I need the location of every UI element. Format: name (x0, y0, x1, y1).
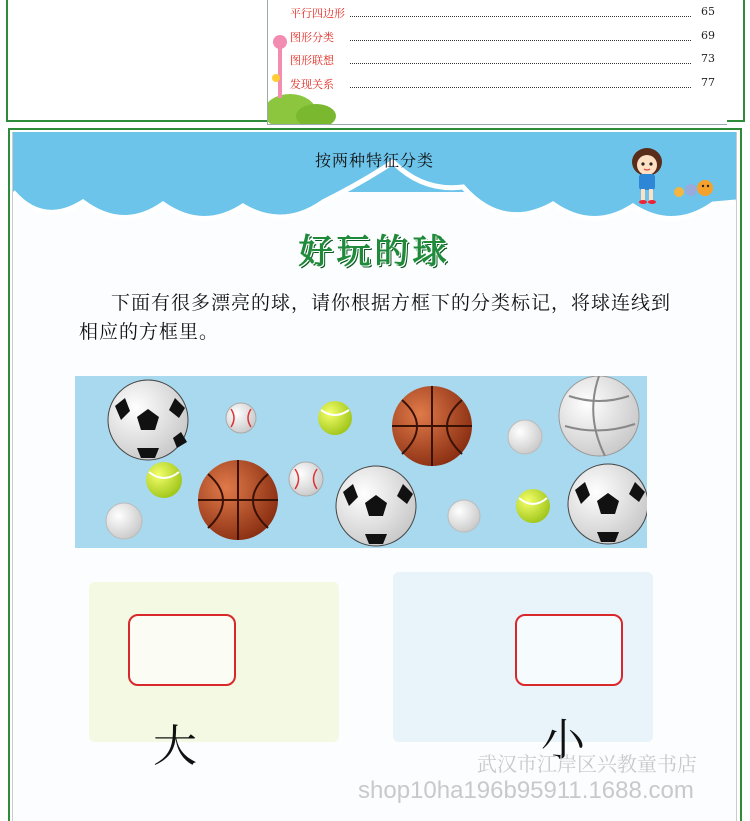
toc-entry-title: 图形联想 (290, 54, 334, 67)
baseball[interactable] (289, 462, 323, 496)
toc-entry[interactable] (290, 52, 715, 70)
toc-entry[interactable] (290, 76, 715, 94)
toc-entry-page: 65 (701, 5, 715, 18)
baseball[interactable] (226, 403, 256, 433)
watermark-store-name: 武汉市江岸区兴教童书店 (477, 754, 697, 776)
toc-leader-dots (350, 16, 691, 17)
answer-box-large[interactable] (128, 614, 236, 686)
answer-box-small[interactable] (515, 614, 623, 686)
category-label-large: 大 (153, 721, 197, 772)
toc-leader-dots (350, 40, 691, 41)
golf-ball[interactable] (508, 420, 542, 454)
volleyball[interactable] (559, 376, 639, 456)
soccer-ball[interactable] (108, 380, 188, 460)
toc-entry-page: 69 (701, 29, 715, 42)
golf-ball[interactable] (106, 503, 142, 539)
soccer-ball[interactable] (336, 466, 416, 546)
page-frame-right (740, 128, 742, 821)
section-header: 按两种特征分类 (314, 151, 434, 170)
page-frame-top (8, 128, 742, 130)
tennis-ball[interactable] (146, 462, 182, 498)
page-frame-left (8, 128, 10, 821)
category-label-small: 小 (541, 715, 585, 766)
toc-entry[interactable] (290, 29, 715, 47)
toc-entry-title: 发现关系 (290, 78, 334, 91)
tennis-ball[interactable] (318, 401, 352, 435)
instruction-text: 下面有很多漂亮的球，请你根据方框下的分类标记，将球连线到相应的方框里。 (79, 292, 672, 343)
frame-left-line (6, 0, 8, 121)
toc-entry-page: 73 (701, 52, 715, 65)
basketball[interactable] (392, 386, 472, 466)
watermark-url: shop10ha196b95911.1688.com (358, 777, 694, 804)
soccer-ball[interactable] (568, 464, 647, 544)
golf-ball[interactable] (448, 500, 480, 532)
book-page (12, 132, 737, 821)
toc-entry-page: 77 (701, 76, 715, 89)
balls-picture (75, 376, 647, 548)
table-of-contents (267, 0, 727, 125)
balls-illustration (75, 376, 647, 548)
page-title: 好玩的球 (298, 232, 451, 272)
toc-leader-dots (350, 63, 691, 64)
toc-entry-title: 平行四边形 (290, 7, 345, 20)
frame-right-line (743, 0, 745, 121)
toc-entry[interactable] (290, 5, 715, 23)
tennis-ball[interactable] (516, 489, 550, 523)
basketball[interactable] (198, 460, 278, 540)
toc-leader-dots (350, 87, 691, 88)
toc-entry-title: 图形分类 (290, 31, 334, 44)
